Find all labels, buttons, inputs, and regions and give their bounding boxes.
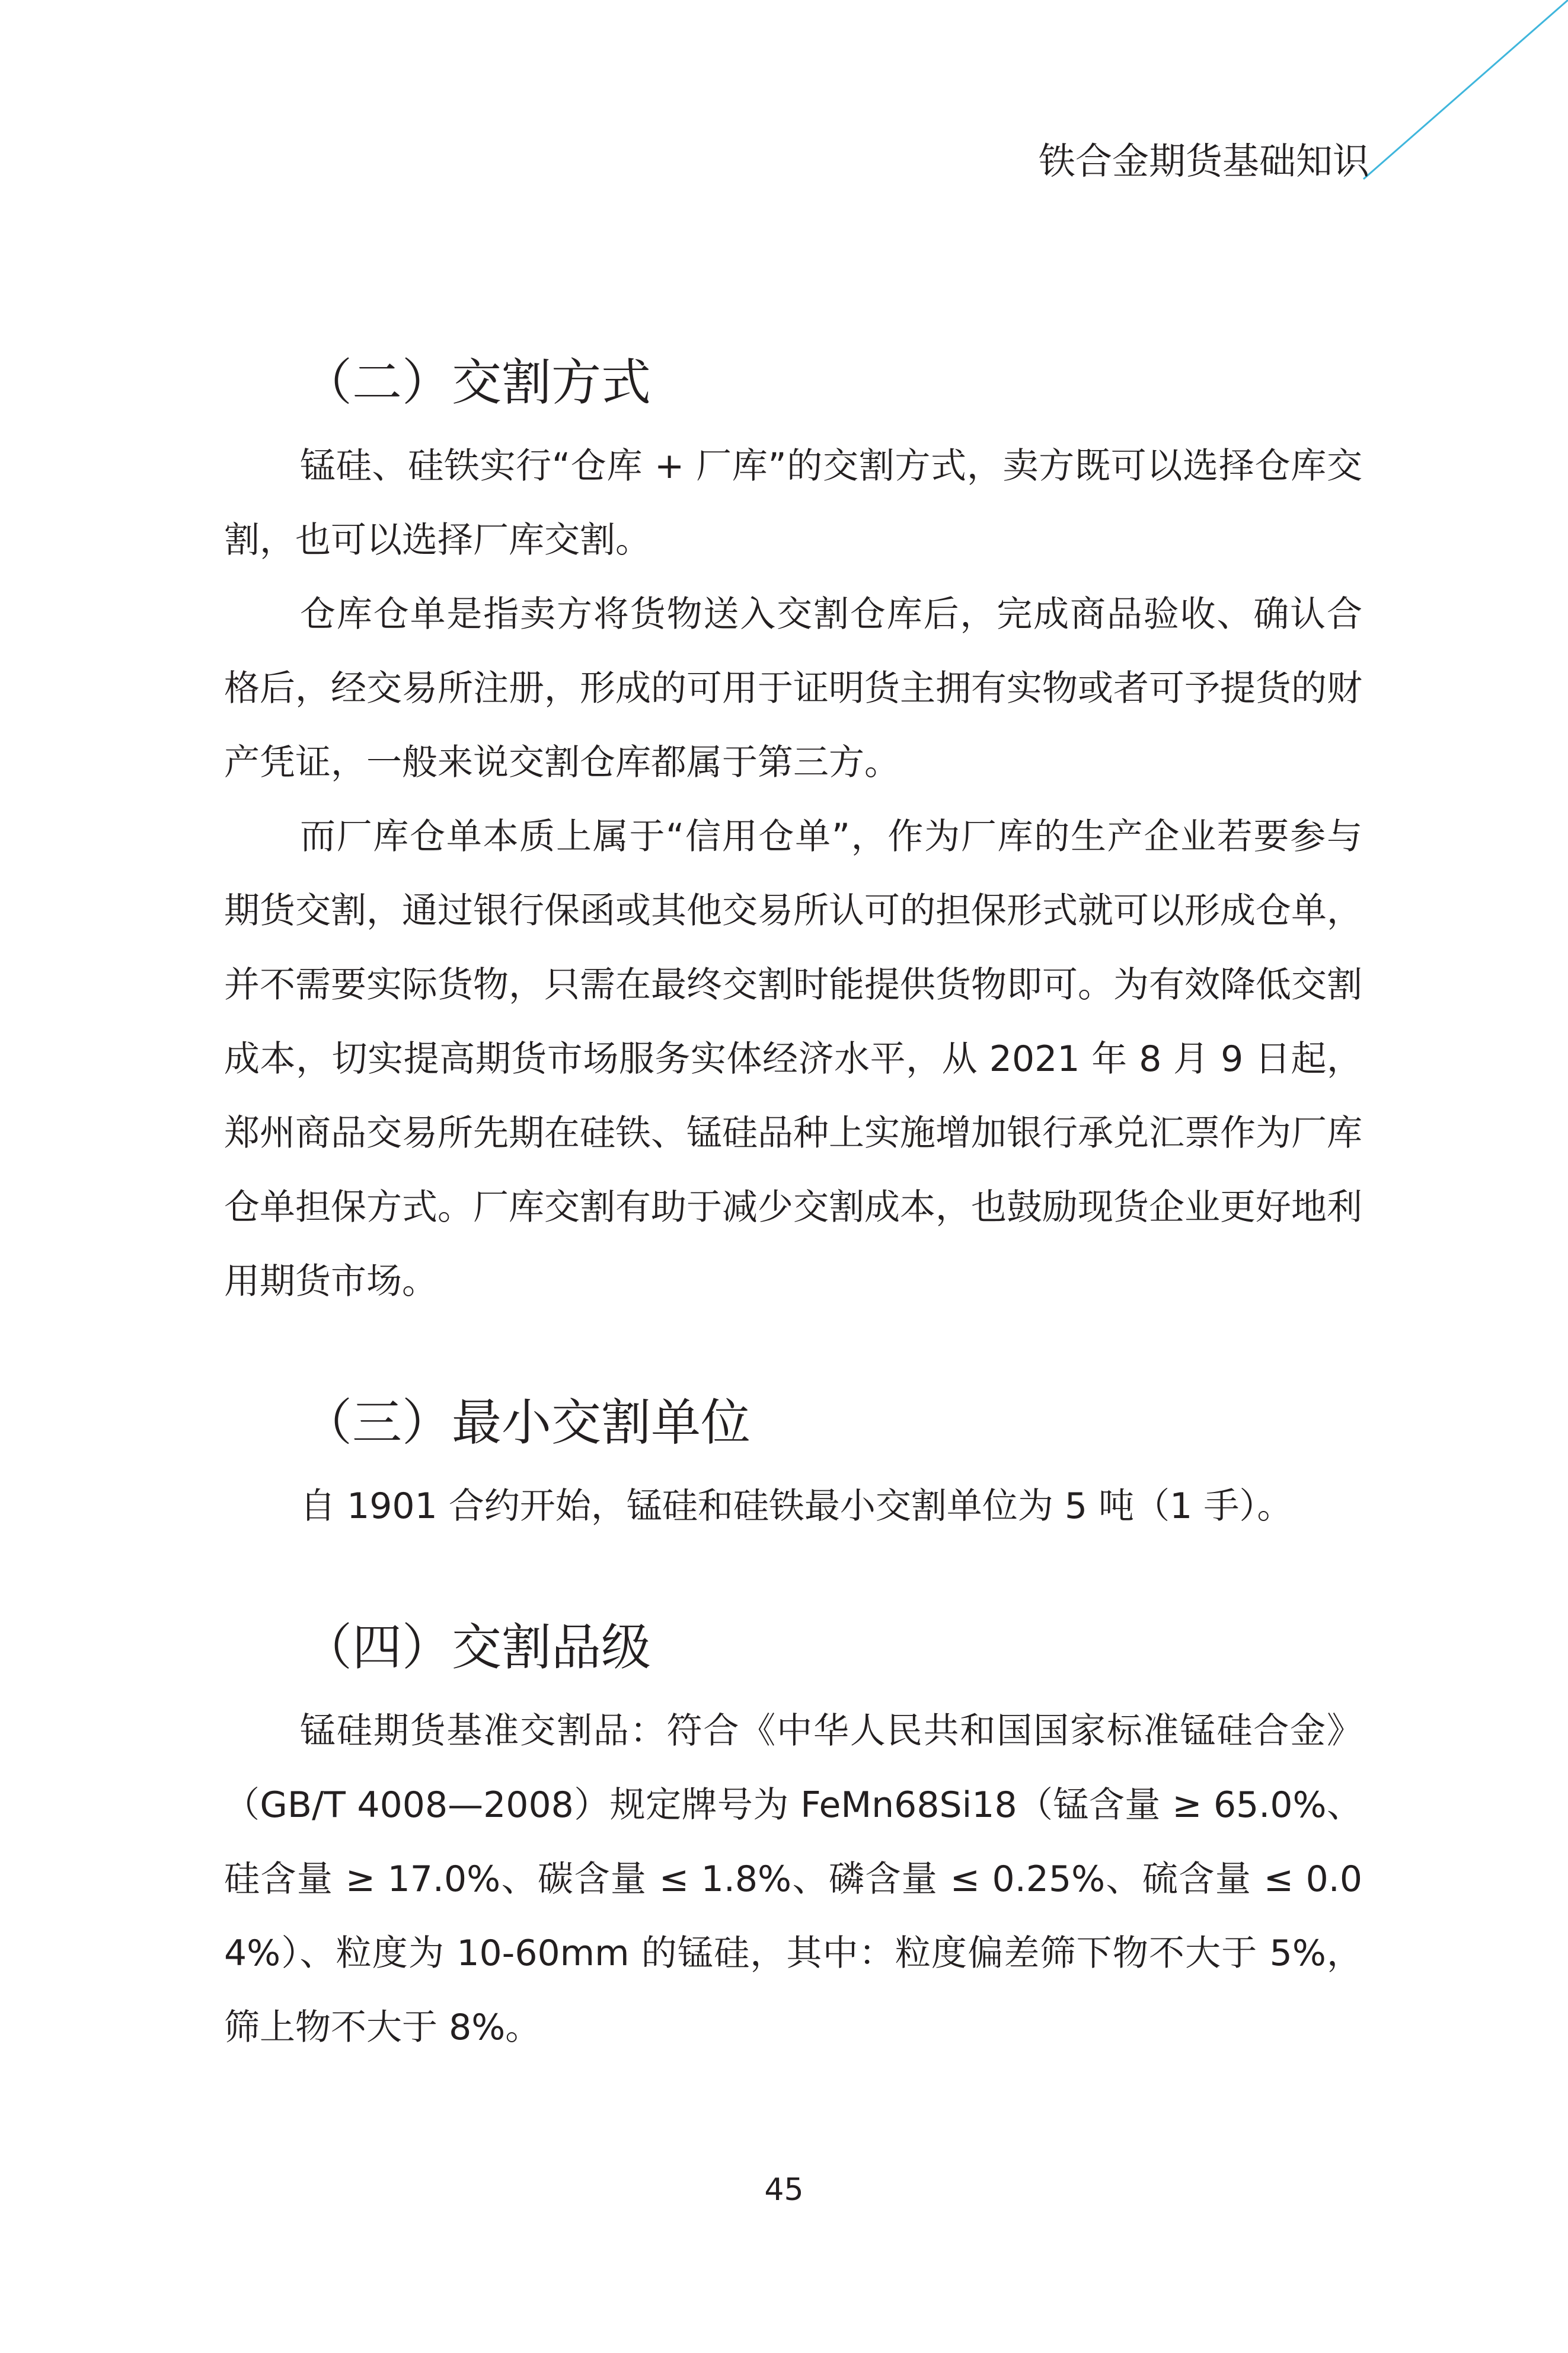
section-heading-delivery-grade: （四）交割品级 — [302, 1618, 652, 1676]
section-heading-min-delivery-unit: （三）最小交割单位 — [302, 1394, 751, 1452]
section-spacer — [224, 1319, 1362, 1390]
section-spacer — [224, 1544, 1362, 1615]
paragraph: 而厂库仓单本质上属于“信用仓单”，作为厂库的生产企业若要参与期货交割，通过银行保函或其他交易所认可的担保形式就可以形成仓单，并不需要实际货物，只需在最终交割时能提供货物即可。为有效降低交割成本，切实提高期货市场服务实体经济水平，从 2021 年 8 月 9 日起，郑州商品交易所先期在硅铁、锰硅品种上实施增加银行承兑汇票作为厂库仓单担保方式。厂库交割有助于减少交割成本，也鼓励现货企业更好地利用期货市场。 — [224, 816, 1362, 1302]
running-header-title: 铁合金期货基础知识 — [1038, 139, 1369, 183]
paragraph: 锰硅期货基准交割品：符合《中华人民共和国国家标准锰硅合金》（GB/T 4008—2008）规定牌号为 FeMn68Si18（锰含量 ≥ 65.0%、硅含量 ≥ 17.0%、碳含量 ≤ 1.8%、磷含量 ≤ 0.25%、硫含量 ≤ 0.04%）、粒度为 10-60mm 的锰硅，其中：粒度偏差筛下物不大于 5%，筛上物不大于 8%。 — [224, 1710, 1362, 2048]
page-number: 45 — [764, 2172, 804, 2208]
paragraph: 仓库仓单是指卖方将货物送入交割仓库后，完成商品验收、确认合格后，经交易所注册，形成的可用于证明货主拥有实物或者可予提货的财产凭证，一般来说交割仓库都属于第三方。 — [224, 594, 1362, 783]
paragraph: 锰硅、硅铁实行“仓库 + 厂库”的交割方式，卖方既可以选择仓库交割，也可以选择厂库交割。 — [224, 445, 1362, 561]
paragraph: 自 1901 合约开始，锰硅和硅铁最小交割单位为 5 吨（1 手）。 — [300, 1485, 1293, 1527]
section-heading-delivery-method: （二）交割方式 — [302, 353, 652, 412]
page-body — [224, 350, 1362, 2065]
